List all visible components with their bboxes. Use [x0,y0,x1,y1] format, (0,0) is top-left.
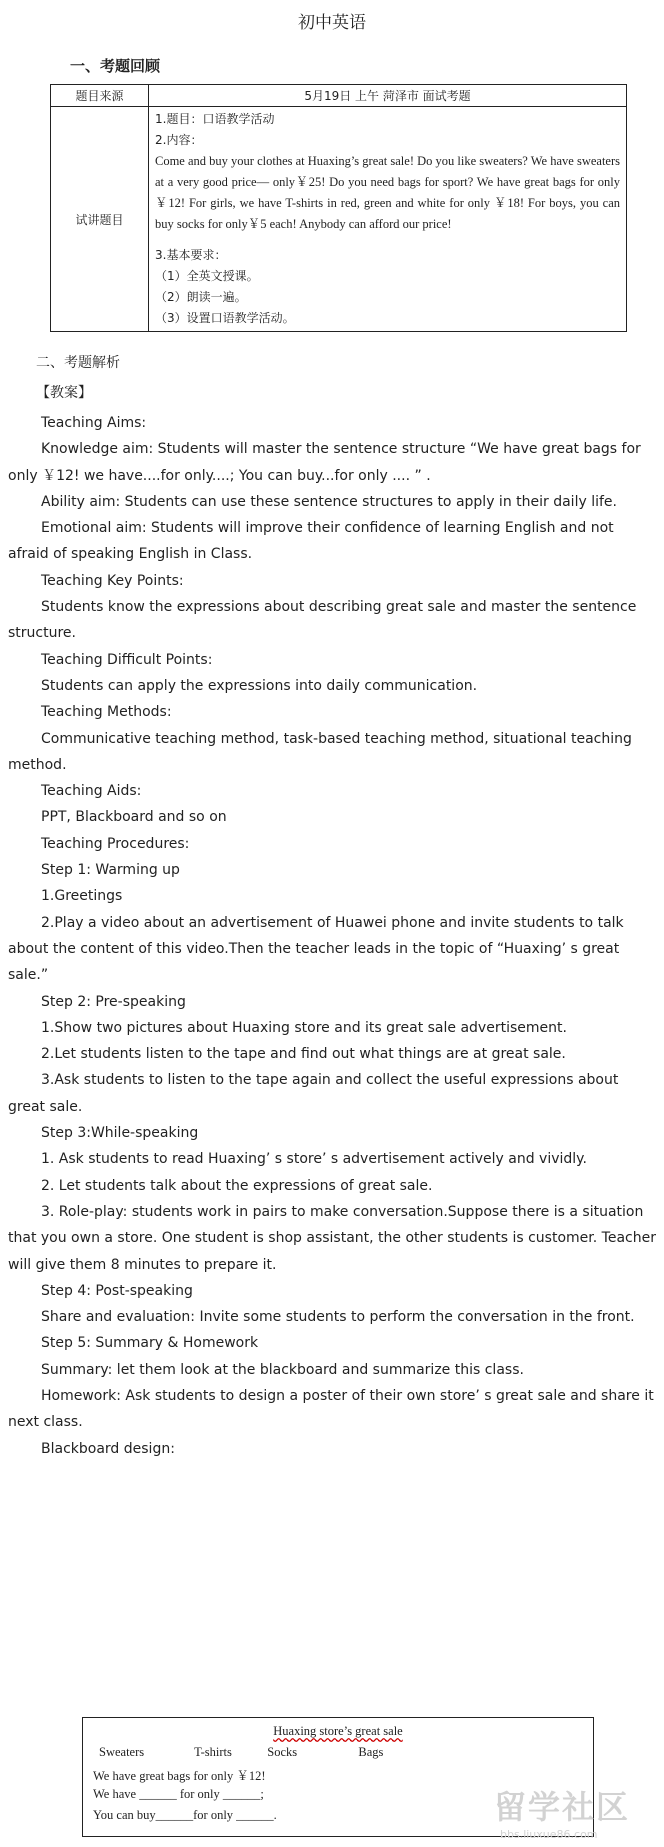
blackboard-item: T-shirts [194,1745,232,1759]
task-content-text: Come and buy your clothes at Huaxing’s great sale! Do you like sweaters? We have sweaters at a very good price— only￥25! Do you need bags for sport? We have great bags for only ￥12! For girls, we have T-shirts in red, green and white for only ￥18! For boys, you can buy socks for only￥5 each! Anybody can afford our price! [155,154,620,231]
watermark-text: 留学社区 [494,1788,631,1826]
blackboard-item: Socks [267,1745,298,1759]
paragraph: Students know the expressions about describing great sale and master the sentence structure. [8,599,637,642]
blackboard-title: Huaxing store’s great sale [273,1724,403,1738]
paragraph: Teaching Aims: [41,415,147,431]
task-topic: 1.题目：口语教学活动 [155,112,275,126]
paragraph: Step 4: Post-speaking [41,1282,193,1299]
task-label-cell: 试讲题目 [51,107,149,332]
task-content-cell [149,107,627,332]
document-title: 初中英语 [298,13,366,33]
task-content-label: 2.内容： [155,133,203,147]
watermark-url: bbs.liuxue86.com [500,1828,598,1841]
paragraph: Teaching Aids: [41,783,142,800]
paragraph: Teaching Procedures: [41,835,190,852]
source-value-cell: 5月19日 上午 菏泽市 面试考题 [149,85,627,107]
table-row-task [51,107,627,332]
paragraph: 2. Let students talk about the expressions of great sale. [41,1177,433,1194]
paragraph: Summary: let them look at the blackboard and summarize this class. [41,1361,524,1378]
lesson-plan-label: 【教案】 [36,385,92,401]
requirement-3: （3）设置口语教学活动。 [155,311,295,325]
paragraph: Step 1: Warming up [41,862,180,879]
requirements-title: 3.基本要求： [155,248,227,262]
requirement-1: （1）全英文授课。 [155,269,259,283]
table-row-source [51,85,627,107]
paragraph: 1. Ask students to read Huaxing’ s store’ s advertisement actively and vividly. [41,1151,587,1168]
paragraph: Teaching Key Points: [41,572,184,589]
blackboard-sentence-1: We have great bags for only ￥12! [93,1769,266,1783]
blackboard-item-row [99,1745,383,1760]
paragraph: Teaching Methods: [41,704,172,721]
paragraph: 3.Ask students to listen to the tape again and collect the useful expressions about great sale. [8,1072,619,1115]
paragraph: Blackboard design: [41,1440,175,1457]
paragraph: 2.Let students listen to the tape and find out what things are at great sale. [41,1046,566,1063]
section-heading-analysis: 二、考题解析 [36,355,120,371]
paragraph: 1.Show two pictures about Huaxing store and its great sale advertisement. [41,1019,567,1036]
section-heading-review: 一、考题回顾 [70,57,161,75]
blackboard-item: Bags [358,1745,384,1759]
requirement-2: （2）朗读一遍。 [155,290,247,304]
blackboard-item: Sweaters [99,1745,145,1759]
paragraph: Knowledge aim: Students will master the sentence structure “We have great bags for only ￥12! we have....for only....; You can buy...for only .... ” . [8,441,641,484]
paragraph: PPT, Blackboard and so on [41,809,227,826]
paragraph: 1.Greetings [41,888,123,905]
paragraph: Step 3:While-speaking [41,1125,199,1142]
paragraph: Step 5: Summary & Homework [41,1335,259,1352]
paragraph: 2.Play a video about an advertisement of Huawei phone and invite students to talk about the content of this video.Then the teacher leads in the topic of “Huaxing’ s great sale.” [8,914,624,984]
watermark-logo [494,1782,630,1841]
source-label-cell: 题目来源 [51,85,149,107]
blackboard-sentence-3: You can buy______for only ______. [93,1808,277,1822]
paragraph: Teaching Difficult Points: [41,651,213,668]
blackboard-sentence-2: We have ______ for only ______; [93,1787,264,1801]
paragraph: Emotional aim: Students will improve their confidence of learning English and not afraid of speaking English in Class. [8,520,614,563]
paragraph: Ability aim: Students can use these sentence structures to apply in their daily life. [41,493,617,510]
lesson-plan-body [8,410,658,1462]
paragraph: Students can apply the expressions into daily communication. [41,677,478,694]
paragraph: Homework: Ask students to design a poster of their own store’ s great sale and share it next class. [8,1387,654,1431]
paragraph: 3. Role-play: students work in pairs to make conversation.Suppose there is a situation that you own a store. One student is shop assistant, the other students is customer. Teacher will give them 8 minutes to prepare it. [8,1203,656,1273]
paragraph: Communicative teaching method, task-based teaching method, situational teaching method. [8,730,632,773]
paragraph: Step 2: Pre-speaking [41,993,186,1010]
exam-info-table [50,84,627,332]
paragraph: Share and evaluation: Invite some students to perform the conversation in the front. [41,1309,635,1326]
